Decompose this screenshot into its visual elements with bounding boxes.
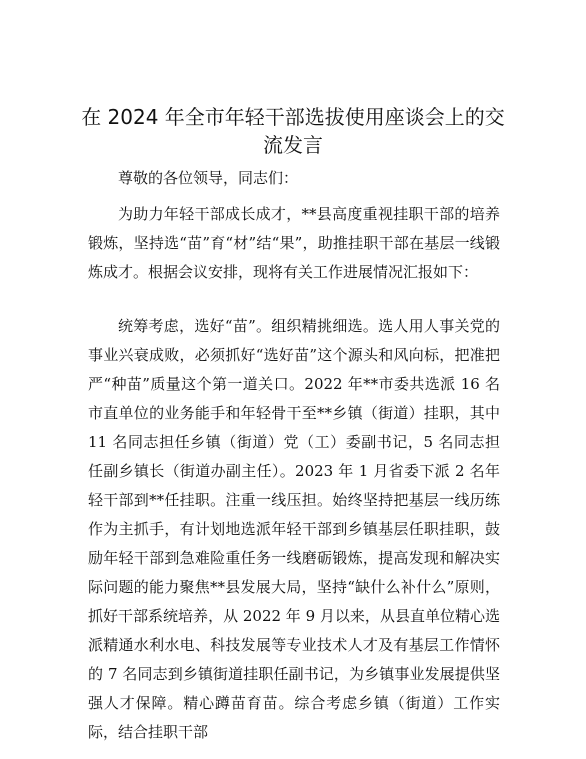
document-title: 在 2024 年全市年轻干部选拔使用座谈会上的交流发言	[81, 105, 505, 157]
paragraph-intro: 为助力年轻干部成长成才，**县高度重视挂职干部的培养锻炼，坚持选“苗”育“材”结“果”，助推挂职干部在基层一线锻炼成才。根据会议安排，现将有关工作进展情况汇报如下：	[88, 205, 500, 281]
salutation: 尊敬的各位领导，同志们：	[118, 169, 299, 187]
paragraph-body: 统筹考虑，选好“苗”。组织精挑细选。选人用人事关党的事业兴衰成败，必须抓好“选好苗”这个源头和风向标，把准把严“种苗”质量这个第一道关口。2022 年**市委共选派 16 名市直单位的业务能手和年轻骨干至**乡镇（街道）挂职，其中 11 名同志担任乡镇（街道）党（工）委副书记，5 名同志担任副乡镇长（街道办副主任）。2023 年 1 月省委下派 2 名年轻干部到**任挂职。注重一线压担。始终坚持把基层一线历练作为主抓手，有计划地选派年轻干部到乡镇基层任职挂职，鼓励年轻干部到急难险重任务一线磨砺锻炼，提高发现和解决实际问题的能力聚焦**县发展大局，坚持“缺什么补什么”原则，抓好干部系统培养，从 2022 年 9 月以来，从县直单位精心选派精通水利水电、科技发展等专业技术人才及有基层工作情怀的 7 名同志到乡镇街道挂职任副书记，为乡镇事业发展提供坚强人才保障。精心蹲苗育苗。综合考虑乡镇（街道）工作实际，结合挂职干部	[88, 317, 500, 741]
